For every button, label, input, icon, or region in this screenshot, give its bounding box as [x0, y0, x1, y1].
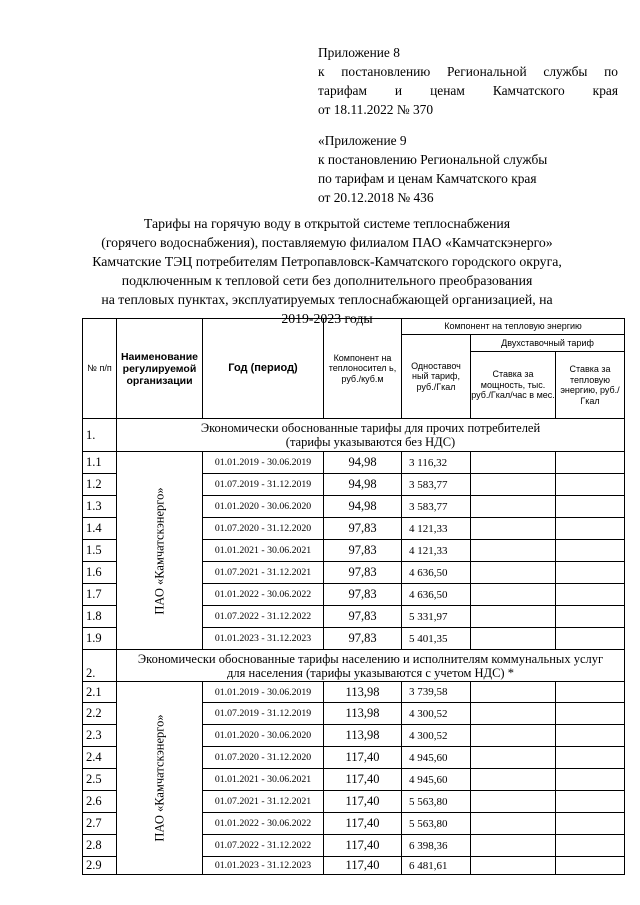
capacity-rate-value	[471, 791, 556, 813]
row-number: 2.4	[83, 747, 117, 769]
energy-rate-value	[556, 562, 625, 584]
tariff-table	[82, 318, 625, 875]
carrier-value: 97,83	[324, 606, 402, 628]
period-cell: 01.07.2022 - 31.12.2022	[203, 606, 324, 628]
one-rate-value: 3 583,77	[402, 474, 471, 496]
energy-rate-value	[556, 747, 625, 769]
carrier-value: 117,40	[324, 857, 402, 875]
section-title-line: Экономически обоснованные тарифы населению и исполнителям коммунальных услуг	[137, 651, 604, 666]
section-title	[117, 419, 625, 452]
header-num: № п/п	[83, 319, 117, 419]
period-cell: 01.01.2021 - 30.06.2021	[203, 540, 324, 562]
carrier-value: 97,83	[324, 540, 402, 562]
row-number: 2.6	[83, 791, 117, 813]
section-number: 2.	[83, 650, 117, 682]
appendix-line: Приложение 8	[318, 45, 400, 60]
energy-rate-value	[556, 606, 625, 628]
header-energy-rate: Ставка за тепловую энергию, руб./Гкал	[556, 352, 625, 419]
title-line: Тарифы на горячую воду в открытой системе теплоснабжения	[143, 216, 511, 231]
one-rate-value: 4 121,33	[402, 540, 471, 562]
section-number: 1.	[83, 419, 117, 452]
period-cell: 01.01.2023 - 31.12.2023	[203, 857, 324, 875]
org-name-vertical: ПАО «Камчатскэнерго»	[152, 486, 166, 615]
appendix-line: от 20.12.2018 № 436	[318, 190, 434, 205]
capacity-rate-value	[471, 584, 556, 606]
carrier-value: 97,83	[324, 562, 402, 584]
header-capacity-rate: Ставка за мощность, тыс. руб./Гкал/час в мес.	[471, 352, 556, 419]
period-cell: 01.07.2019 - 31.12.2019	[203, 703, 324, 725]
row-number: 2.1	[83, 682, 117, 703]
energy-rate-value	[556, 496, 625, 518]
capacity-rate-value	[471, 857, 556, 875]
capacity-rate-value	[471, 452, 556, 474]
capacity-rate-value	[471, 813, 556, 835]
period-cell: 01.01.2023 - 31.12.2023	[203, 628, 324, 650]
row-number: 2.7	[83, 813, 117, 835]
row-number: 1.9	[83, 628, 117, 650]
one-rate-value: 5 563,80	[402, 813, 471, 835]
energy-rate-value	[556, 584, 625, 606]
one-rate-value: 3 739,58	[402, 682, 471, 703]
org-cell	[117, 452, 203, 650]
one-rate-value: 4 300,52	[402, 703, 471, 725]
one-rate-value: 4 121,33	[402, 518, 471, 540]
one-rate-value: 4 300,52	[402, 725, 471, 747]
header-org: Наименование регулируемой организации	[117, 319, 203, 419]
section-title-line: (тарифы указываются без НДС)	[285, 435, 456, 449]
period-cell: 01.07.2021 - 31.12.2021	[203, 562, 324, 584]
appendix-line: к постановлению Региональной службы по	[318, 64, 618, 79]
appendix-8-block	[318, 43, 618, 119]
carrier-value: 97,83	[324, 628, 402, 650]
row-number: 1.5	[83, 540, 117, 562]
capacity-rate-value	[471, 682, 556, 703]
header-carrier: Компонент на теплоносител ь, руб./куб.м	[324, 319, 402, 419]
energy-rate-value	[556, 628, 625, 650]
row-number: 2.8	[83, 835, 117, 857]
energy-rate-value	[556, 769, 625, 791]
period-cell: 01.07.2020 - 31.12.2020	[203, 518, 324, 540]
title-line: (горячего водоснабжения), поставляемую филиалом ПАО «Камчатскэнерго»	[101, 235, 553, 250]
carrier-value: 117,40	[324, 769, 402, 791]
appendix-line: от 18.11.2022 № 370	[318, 102, 434, 117]
title-line: Камчатские ТЭЦ потребителям Петропавловск-Камчатского городского округа,	[92, 254, 562, 269]
carrier-value: 117,40	[324, 791, 402, 813]
capacity-rate-value	[471, 769, 556, 791]
row-number: 2.3	[83, 725, 117, 747]
period-cell: 01.01.2020 - 30.06.2020	[203, 496, 324, 518]
title-line: подключенным к тепловой сети без дополнительного преобразования	[121, 273, 533, 288]
one-rate-value: 6 398,36	[402, 835, 471, 857]
capacity-rate-value	[471, 562, 556, 584]
row-number: 1.2	[83, 474, 117, 496]
one-rate-value: 5 401,35	[402, 628, 471, 650]
period-cell: 01.07.2019 - 31.12.2019	[203, 474, 324, 496]
capacity-rate-value	[471, 518, 556, 540]
energy-rate-value	[556, 791, 625, 813]
period-cell: 01.07.2021 - 31.12.2021	[203, 791, 324, 813]
row-number: 1.4	[83, 518, 117, 540]
one-rate-value: 4 636,50	[402, 584, 471, 606]
one-rate-value: 4 636,50	[402, 562, 471, 584]
energy-rate-value	[556, 682, 625, 703]
one-rate-value: 5 331,97	[402, 606, 471, 628]
row-number: 1.1	[83, 452, 117, 474]
period-cell: 01.01.2021 - 30.06.2021	[203, 769, 324, 791]
energy-rate-value	[556, 518, 625, 540]
period-cell: 01.01.2022 - 30.06.2022	[203, 584, 324, 606]
capacity-rate-value	[471, 703, 556, 725]
energy-rate-value	[556, 835, 625, 857]
carrier-value: 94,98	[324, 474, 402, 496]
capacity-rate-value	[471, 725, 556, 747]
appendix-line: к постановлению Региональной службы	[318, 152, 548, 167]
row-number: 1.7	[83, 584, 117, 606]
row-number: 2.9	[83, 857, 117, 875]
carrier-value: 97,83	[324, 584, 402, 606]
carrier-value: 94,98	[324, 452, 402, 474]
period-cell: 01.07.2020 - 31.12.2020	[203, 747, 324, 769]
one-rate-value: 4 945,60	[402, 747, 471, 769]
row-number: 1.6	[83, 562, 117, 584]
energy-rate-value	[556, 857, 625, 875]
appendix-9-block	[318, 131, 618, 207]
appendix-line: «Приложение 9	[318, 133, 407, 148]
capacity-rate-value	[471, 474, 556, 496]
row-number: 1.3	[83, 496, 117, 518]
title-line: 2019-2023 годы	[281, 311, 373, 326]
one-rate-value: 4 945,60	[402, 769, 471, 791]
document-title	[60, 214, 594, 328]
capacity-rate-value	[471, 628, 556, 650]
header-two-rate: Двухставочный тариф	[471, 335, 625, 352]
capacity-rate-value	[471, 835, 556, 857]
period-cell: 01.01.2022 - 30.06.2022	[203, 813, 324, 835]
one-rate-value: 3 583,77	[402, 496, 471, 518]
org-name-vertical: ПАО «Камчатскэнерго»	[152, 714, 166, 842]
one-rate-value: 3 116,32	[402, 452, 471, 474]
capacity-rate-value	[471, 540, 556, 562]
carrier-value: 117,40	[324, 835, 402, 857]
energy-rate-value	[556, 452, 625, 474]
energy-rate-value	[556, 725, 625, 747]
appendix-line: по тарифам и ценам Камчатского края	[318, 171, 537, 186]
energy-rate-value	[556, 703, 625, 725]
title-line: на тепловых пунктах, эксплуатируемых теплоснабжающей организацией, на	[101, 292, 553, 307]
row-number: 1.8	[83, 606, 117, 628]
period-cell: 01.01.2019 - 30.06.2019	[203, 452, 324, 474]
capacity-rate-value	[471, 606, 556, 628]
energy-rate-value	[556, 813, 625, 835]
carrier-value: 117,40	[324, 813, 402, 835]
capacity-rate-value	[471, 747, 556, 769]
header-one-rate: Одноставоч ный тариф, руб./Гкал	[402, 335, 471, 419]
carrier-value: 97,83	[324, 518, 402, 540]
row-number: 2.2	[83, 703, 117, 725]
period-cell: 01.07.2022 - 31.12.2022	[203, 835, 324, 857]
one-rate-value: 5 563,80	[402, 791, 471, 813]
header-period: Год (период)	[203, 319, 324, 419]
section-title	[117, 650, 625, 682]
org-cell	[117, 682, 203, 875]
row-number: 2.5	[83, 769, 117, 791]
carrier-value: 113,98	[324, 725, 402, 747]
carrier-value: 113,98	[324, 682, 402, 703]
carrier-value: 113,98	[324, 703, 402, 725]
appendix-line: тарифам и ценам Камчатского края	[318, 83, 618, 98]
energy-rate-value	[556, 540, 625, 562]
energy-rate-value	[556, 474, 625, 496]
period-cell: 01.01.2020 - 30.06.2020	[203, 725, 324, 747]
carrier-value: 94,98	[324, 496, 402, 518]
carrier-value: 117,40	[324, 747, 402, 769]
section-title-line: для населения (тарифы указываются с учетом НДС) *	[227, 665, 514, 680]
period-cell: 01.01.2019 - 30.06.2019	[203, 682, 324, 703]
one-rate-value: 6 481,61	[402, 857, 471, 875]
section-title-line: Экономически обоснованные тарифы для прочих потребителей	[200, 421, 541, 435]
capacity-rate-value	[471, 496, 556, 518]
header-energy: Компонент на тепловую энергию	[402, 319, 625, 335]
